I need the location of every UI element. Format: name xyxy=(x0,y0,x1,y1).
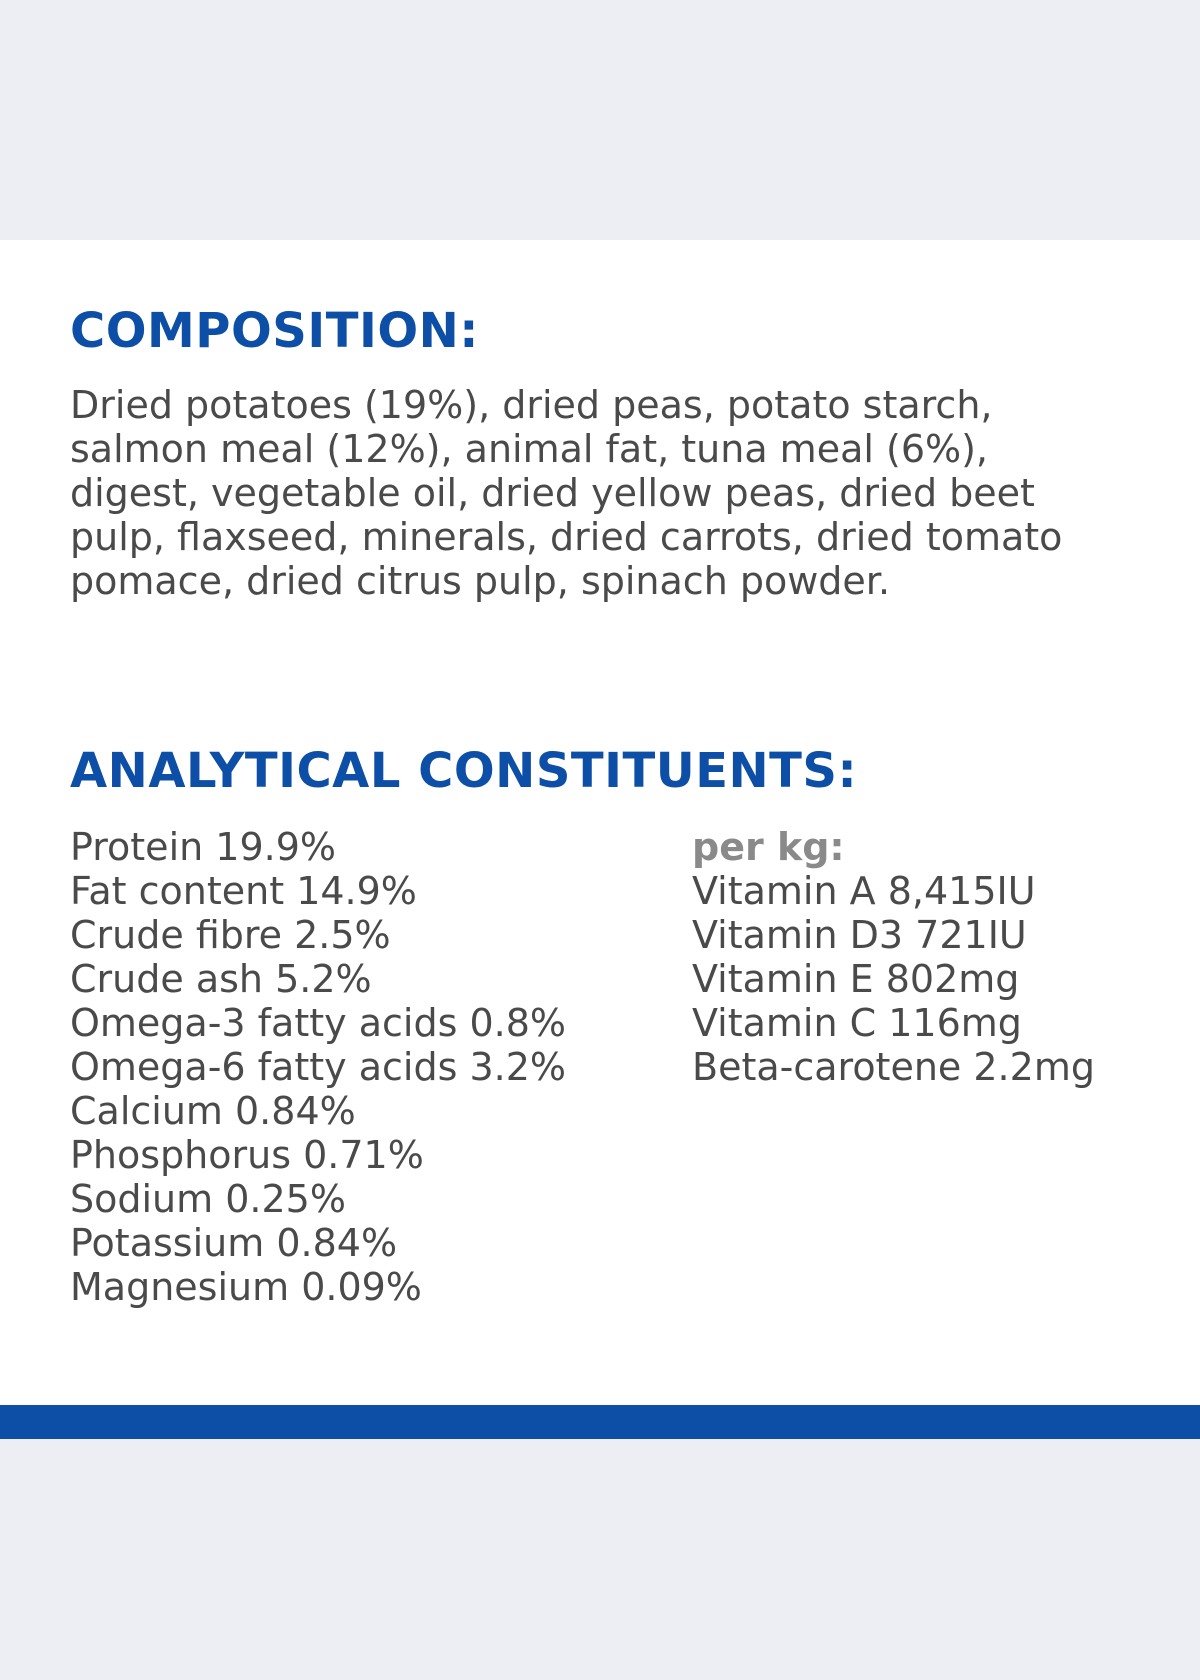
constituent-calcium: Calcium 0.84% xyxy=(70,1089,356,1133)
composition-heading: COMPOSITION: xyxy=(70,303,479,359)
label-card xyxy=(0,240,1200,1405)
blue-footer-band xyxy=(0,1405,1200,1439)
constituent-crude-fibre: Crude fibre 2.5% xyxy=(70,913,391,957)
beta-carotene: Beta-carotene 2.2mg xyxy=(692,1045,1095,1089)
constituent-crude-ash: Crude ash 5.2% xyxy=(70,957,372,1001)
per-kg-label: per kg: xyxy=(692,825,845,869)
vitamin-a: Vitamin A 8,415IU xyxy=(692,869,1036,913)
constituent-potassium: Potassium 0.84% xyxy=(70,1221,398,1265)
constituent-magnesium: Magnesium 0.09% xyxy=(70,1265,422,1309)
constituent-phosphorus: Phosphorus 0.71% xyxy=(70,1133,424,1177)
constituent-fat: Fat content 14.9% xyxy=(70,869,417,913)
constituent-protein: Protein 19.9% xyxy=(70,825,336,869)
composition-text: Dried potatoes (19%), dried peas, potato starch, salmon meal (12%), animal fat, tuna meal (6%), digest, vegetable oil, dried yellow peas, dried beet pulp, flaxseed, minerals, dried carrots, dried tomato pomace, dried citrus pulp, spinach powder. xyxy=(70,383,1063,603)
constituent-omega-3: Omega-3 fatty acids 0.8% xyxy=(70,1001,566,1045)
constituent-sodium: Sodium 0.25% xyxy=(70,1177,346,1221)
analytical-constituents-list xyxy=(70,825,566,1309)
per-kg-list xyxy=(692,825,1095,1089)
vitamin-d3: Vitamin D3 721IU xyxy=(692,913,1027,957)
vitamin-e: Vitamin E 802mg xyxy=(692,957,1020,1001)
analytical-constituents-heading: ANALYTICAL CONSTITUENTS: xyxy=(70,743,858,799)
constituent-omega-6: Omega-6 fatty acids 3.2% xyxy=(70,1045,566,1089)
vitamin-c: Vitamin C 116mg xyxy=(692,1001,1022,1045)
